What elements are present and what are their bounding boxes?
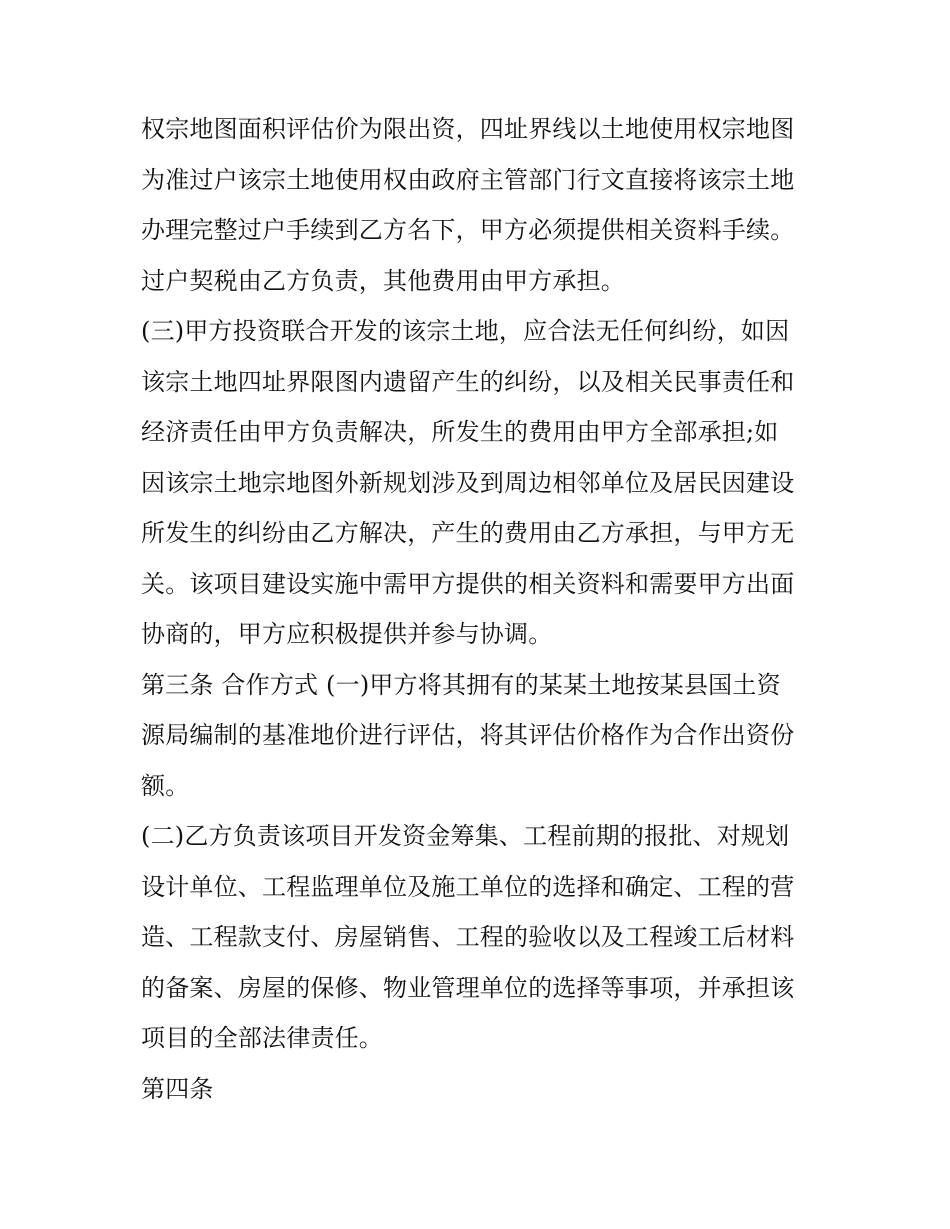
text-line: 源局编制的基准地价进行评估，将其评估价格作为合作出资份	[141, 721, 795, 749]
text-line: 项目的全部法律责任。	[141, 1024, 383, 1052]
text-line: (二)乙方负责该项目开发资金筹集、工程前期的报批、对规划	[141, 822, 790, 850]
text-line: 第三条 合作方式 (一)甲方将其拥有的某某土地按某县国土资	[141, 670, 781, 699]
text-line: 额。	[141, 771, 190, 800]
text-line: 的备案、房屋的保修、物业管理单位的选择等事项，并承担该	[141, 973, 795, 1002]
text-line: 造、工程款支付、房屋销售、工程的验收以及工程竣工后材料	[141, 923, 795, 951]
text-line: 因该宗土地宗地图外新规划涉及到周边相邻单位及居民因建设	[141, 468, 795, 497]
text-line: 设计单位、工程监理单位及施工单位的选择和确定、工程的营	[141, 872, 795, 901]
text-line: 该宗土地四址界限图内遗留产生的纠纷，以及相关民事责任和	[141, 367, 795, 396]
text-line: 权宗地图面积评估价为限出资，四址界线以土地使用权宗地图	[141, 115, 795, 143]
text-line: 所发生的纠纷由乙方解决，产生的费用由乙方承担，与甲方无	[141, 519, 795, 547]
text-line: 为准过户该宗土地使用权由政府主管部门行文直接将该宗土地	[141, 165, 795, 194]
text-line: 协商的，甲方应积极提供并参与协调。	[141, 620, 553, 648]
text-line: 关。该项目建设实施中需甲方提供的相关资料和需要甲方出面	[141, 569, 795, 598]
section-heading: 第四条	[141, 1074, 214, 1103]
document-body	[141, 104, 821, 1114]
text-line: 过户契税由乙方负责，其他费用由甲方承担。	[141, 266, 625, 295]
text-line: (三)甲方投资联合开发的该宗土地，应合法无任何纠纷，如因	[141, 317, 790, 345]
text-line: 经济责任由甲方负责解决，所发生的费用由甲方全部承担;如	[141, 418, 779, 446]
text-line: 办理完整过户手续到乙方名下，甲方必须提供相关资料手续。	[141, 216, 795, 244]
